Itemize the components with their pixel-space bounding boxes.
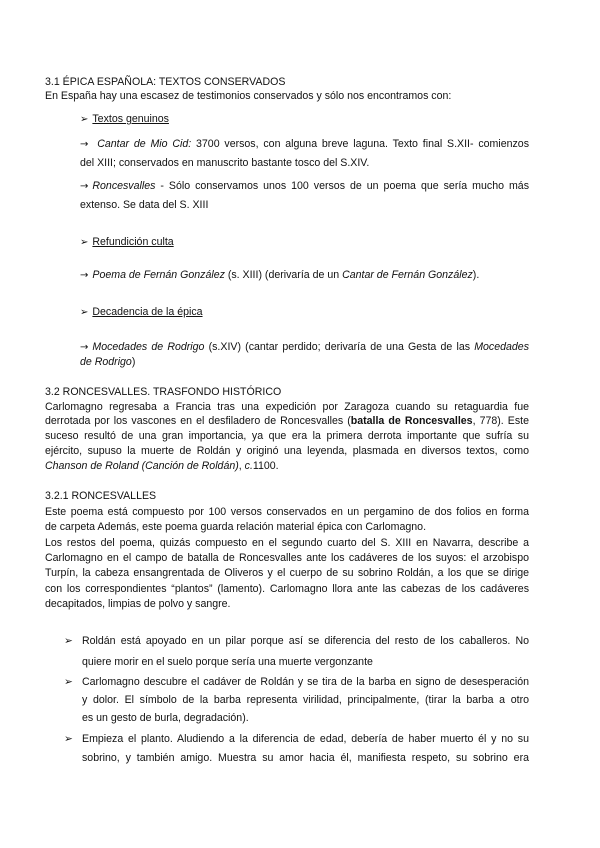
text: ) (131, 356, 136, 368)
arrowhead-bullet-icon: ➢ (80, 307, 89, 318)
bullet-line: es un gesto de burla, degradación). (82, 712, 249, 724)
text: 3700 versos, con alguna breve laguna. Texto final S.XII- comienzos (191, 138, 529, 150)
text: ). (472, 269, 480, 281)
list-item-decadencia (80, 305, 203, 320)
subheading: Textos genuinos (92, 113, 169, 125)
arrowhead-bullet-icon: ➢ (64, 676, 73, 688)
bullet-line: sobrino, y también amigo. Muestra su amor hacia él, manifiesta respeto, su sobrino era (82, 752, 529, 764)
list-item-refundicion (80, 235, 174, 250)
list-item-mio-cid (80, 137, 529, 152)
bullet-line: Carlomagno descubre el cadáver de Roldán y se tira de la barba en signo de desesperación (82, 676, 529, 688)
paragraph-line: de carpeta Además, este poema guarda relación material épica con Carlomagno. (45, 521, 427, 533)
work-title: Chanson de Roland (Canción de Roldán) (45, 460, 239, 472)
paragraph-line (80, 355, 135, 369)
arrowhead-bullet-icon: ➢ (80, 237, 89, 248)
work-title: de Rodrigo (80, 356, 132, 368)
paragraph-line: del XIII; conservados en manuscrito bastante tosco del S.XIV. (80, 157, 370, 169)
bullet-line: y dolor. El símbolo de la barba representa virilidad, principalmente, (tirar la barba a otro (82, 694, 529, 706)
paragraph-line: Carlomagno regresaba a Francia tras una expedición por Zaragoza cuando su retaguardia fue (45, 401, 529, 413)
bold-term: batalla de Roncesvalles (350, 415, 473, 427)
work-title: Mocedades (474, 341, 529, 353)
text: c. (244, 460, 253, 472)
text: 1100. (252, 460, 279, 472)
bullet-line: Empieza el planto. Aludiendo a la diferencia de edad, debería de haber muerto él y no su (82, 733, 529, 745)
right-arrow-icon: → (80, 342, 89, 353)
bullet-line: Roldán está apoyado en un pilar porque así se diferencia del resto de los caballeros. No (82, 635, 529, 647)
subheading: Decadencia de la épica (92, 306, 203, 318)
list-item-fernan-gonzalez (80, 268, 479, 283)
right-arrow-icon: → (80, 139, 89, 150)
text: , 778). Este (472, 415, 529, 427)
paragraph-line (45, 459, 279, 473)
arrowhead-bullet-icon: ➢ (80, 114, 89, 125)
arrowhead-bullet-icon: ➢ (64, 733, 73, 745)
work-title: Cantar de Fernán González (342, 269, 473, 281)
work-title: Roncesvalles (92, 180, 156, 192)
paragraph-line: Carlomagno en el campo de batalla de Roncesvalles ante los cadáveres de los suyos: el arzobispo (45, 552, 529, 564)
text: , (238, 460, 245, 472)
section-heading: 3.1 ÉPICA ESPAÑOLA: TEXTOS CONSERVADOS (45, 76, 286, 88)
paragraph-line: extenso. Se data del S. XIII (80, 199, 209, 211)
paragraph-line: ejército, supuso la muerte de Roldán y originó una leyenda, plasmada en diversos textos, como (45, 445, 529, 457)
section-heading: 3.2.1 RONCESVALLES (45, 490, 157, 502)
text: (s. XIII) (derivaría de un (224, 269, 343, 281)
paragraph-line: con los correspondientes “plantos” (lamento). Carlomagno llora ante las cabezas de los cadáveres (45, 583, 529, 595)
subheading: Refundición culta (92, 236, 174, 248)
paragraph-line: Los restos del poema, quizás compuesto en el segundo cuarto del S. XIII en Navarra, describe a (45, 537, 529, 549)
arrowhead-bullet-icon: ➢ (64, 635, 73, 647)
paragraph-line: decapitados, limpias de polvo y sangre. (45, 598, 231, 610)
list-item-textos-genuinos (80, 112, 169, 127)
paragraph-line: Turpín, la cabeza ensangrentada de Oliveros y el cuerpo de su sobrino Roldán, a los que se dirige (45, 567, 529, 579)
section-heading: 3.2 RONCESVALLES. TRASFONDO HISTÓRICO (45, 386, 282, 398)
paragraph-line: Este poema está compuesto por 100 versos conservados en un pergamino de dos folios en forma (45, 506, 529, 518)
paragraph-line (45, 414, 529, 428)
work-title: Cantar de Mio Cid: (97, 138, 192, 150)
right-arrow-icon: → (80, 181, 89, 192)
bullet-line: quiere morir en el suelo porque sería una muerte vergonzante (82, 656, 373, 668)
list-item-mocedades (80, 340, 529, 355)
paragraph-line: suceso resultó de una gran importancia, ya que era la primera derrota importante que sufría su (45, 430, 529, 442)
list-item-roncesvalles (80, 179, 529, 194)
work-title: Poema de Fernán González (92, 269, 225, 281)
work-title: Mocedades de Rodrigo (92, 341, 205, 353)
text: derrotada por los vascones en el desfiladero de Roncesvalles ( (45, 415, 351, 427)
text: (s.XIV) (cantar perdido; derivaría de una Gesta de las (204, 341, 475, 353)
right-arrow-icon: → (80, 270, 89, 281)
paragraph-line: En España hay una escasez de testimonios conservados y sólo nos encontramos con: (45, 90, 452, 102)
text: - Sólo conservamos unos 100 versos de un poema que sería mucho más (155, 180, 529, 192)
